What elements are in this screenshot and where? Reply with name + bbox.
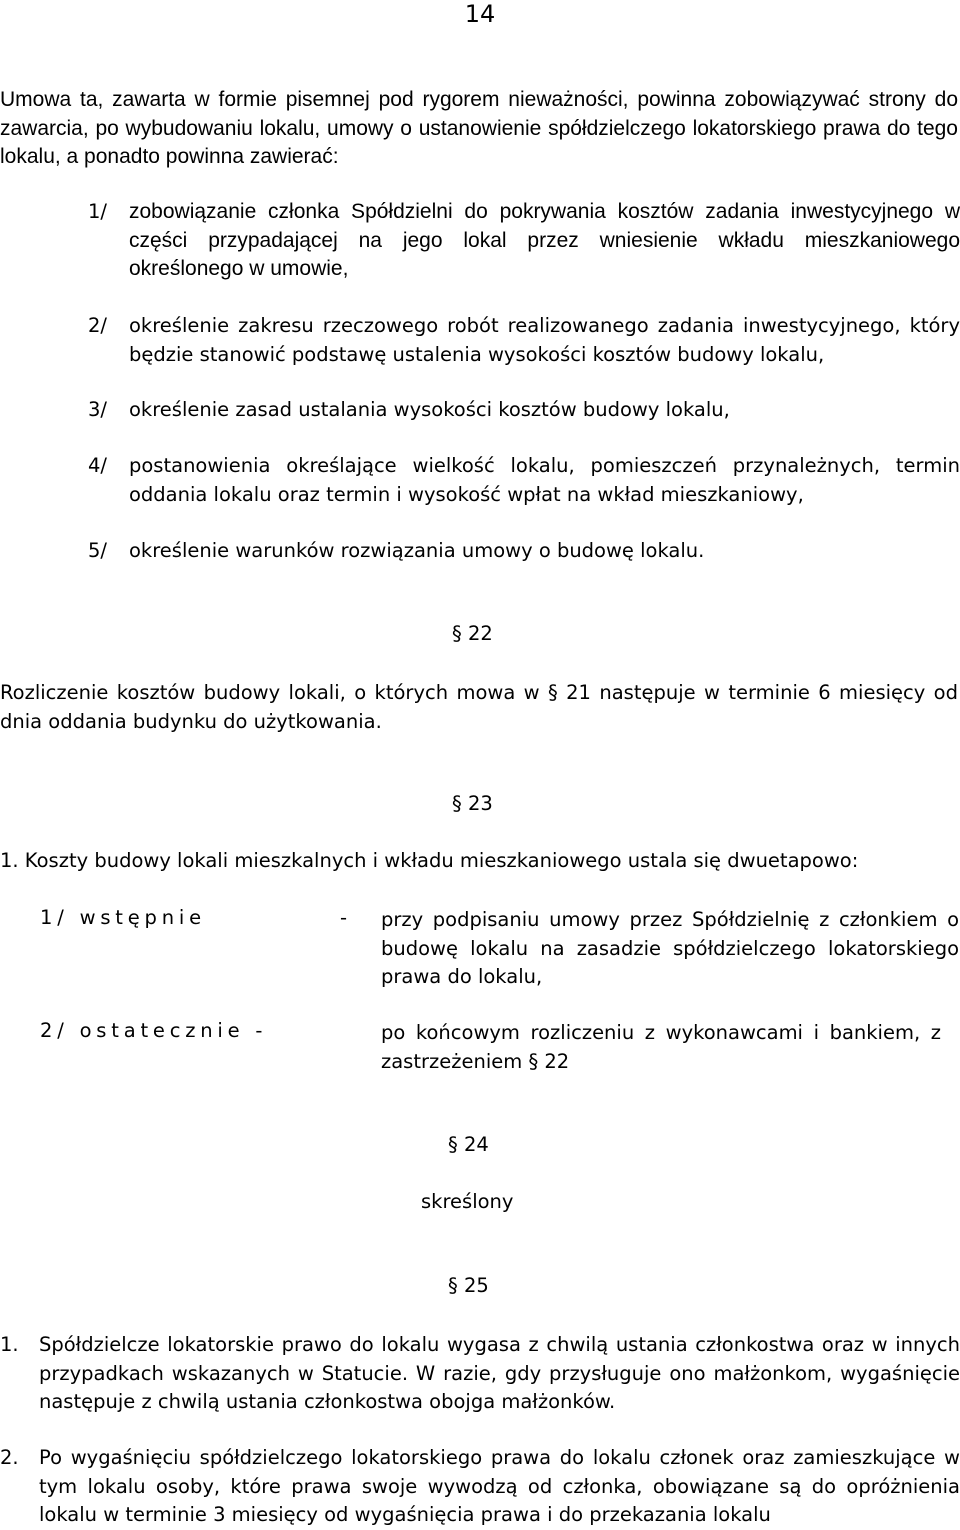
- list-item-number: 3/: [88, 398, 107, 421]
- section-23-paragraph-1: 1. Koszty budowy lokali mieszkalnych i wkładu mieszkaniowego ustala się dwuetapowo:: [0, 849, 859, 872]
- stage-1-text: przy podpisaniu umowy przez Spółdzielnię z członkiem o budowę lokalu na zasadzie spółdzielczego lokatorskiego prawa do lokalu,: [381, 908, 959, 988]
- list-item: [88, 198, 960, 284]
- list-item: [88, 452, 960, 509]
- paragraph-number: 1.: [0, 1333, 19, 1356]
- list-item: [88, 396, 960, 425]
- list-item-text: zobowiązanie członka Spółdzielni do pokrywania kosztów zadania inwestycyjnego w części przypadającej na jego lokal przez wniesienie wkładu mieszkaniowego określonego w umowie,: [129, 200, 960, 280]
- section-24-text: skreślony: [421, 1190, 514, 1213]
- list-item-text: określenie zasad ustalania wysokości kosztów budowy lokalu,: [129, 398, 730, 421]
- list-item-text: określenie warunków rozwiązania umowy o budowę lokalu.: [129, 539, 705, 562]
- list-item-number: 4/: [88, 454, 107, 477]
- section-25-paragraph-2: [0, 1444, 960, 1530]
- stage-2-text: po końcowym rozliczeniu z wykonawcami i bankiem, z zastrzeżeniem § 22: [381, 1021, 941, 1073]
- section-22-text: Rozliczenie kosztów budowy lokali, o których mowa w § 21 następuje w terminie 6 miesięcy od dnia oddania budynku do użytkowania.: [0, 681, 958, 733]
- list-item-text: określenie zakresu rzeczowego robót realizowanego zadania inwestycyjnego, który będzie stanowić podstawę ustalenia wysokości kosztów budowy lokalu,: [129, 314, 960, 366]
- section-heading-25: § 25: [448, 1274, 489, 1297]
- paragraph-text: Spółdzielcze lokatorskie prawo do lokalu wygasa z chwilą ustania członkostwa oraz w innych przypadkach wskazanych w Statucie. W razie, gdy przysługuje ono małżonkom, wygaśnięcie następuje z chwilą ustania członkostwa obojga małżonków.: [39, 1333, 960, 1413]
- list-item-text: postanowienia określające wielkość lokalu, pomieszczeń przynależnych, termin oddania lokalu oraz termin i wysokość wpłat na wkład mieszkaniowy,: [129, 454, 960, 506]
- intro-paragraph: Umowa ta, zawarta w formie pisemnej pod rygorem nieważności, powinna zobowiązywać strony do zawarcia, po wybudowaniu lokalu, umowy o ustanowienie spółdzielczego lokatorskiego prawa do tego lokalu, a ponadto powinna zawierać:: [0, 88, 958, 168]
- list-item-number: 5/: [88, 539, 107, 562]
- section-heading-22: § 22: [452, 622, 493, 645]
- stage-1-dash: -: [340, 906, 348, 929]
- page-number: 14: [464, 0, 496, 28]
- list-item-number: 1/: [88, 200, 107, 223]
- section-heading-24: § 24: [448, 1133, 489, 1156]
- stage-2-label: 2/ ostatecznie -: [40, 1019, 268, 1042]
- stage-1-label: 1/ wstępnie: [40, 906, 206, 929]
- list-item: [88, 537, 960, 566]
- section-heading-23: § 23: [452, 792, 493, 815]
- list-item: [88, 312, 960, 369]
- paragraph-text: Po wygaśnięciu spółdzielczego lokatorskiego prawa do lokalu członek oraz zamieszkujące w tym lokalu osoby, które prawa swoje wywodzą od członka, obowiązane są do opróżnienia lokalu w terminie 3 miesięcy od wygaśnięcia prawa i do przekazania lokalu: [39, 1446, 960, 1526]
- list-item-number: 2/: [88, 314, 107, 337]
- section-25-paragraph-1: [0, 1331, 960, 1417]
- paragraph-number: 2.: [0, 1446, 19, 1469]
